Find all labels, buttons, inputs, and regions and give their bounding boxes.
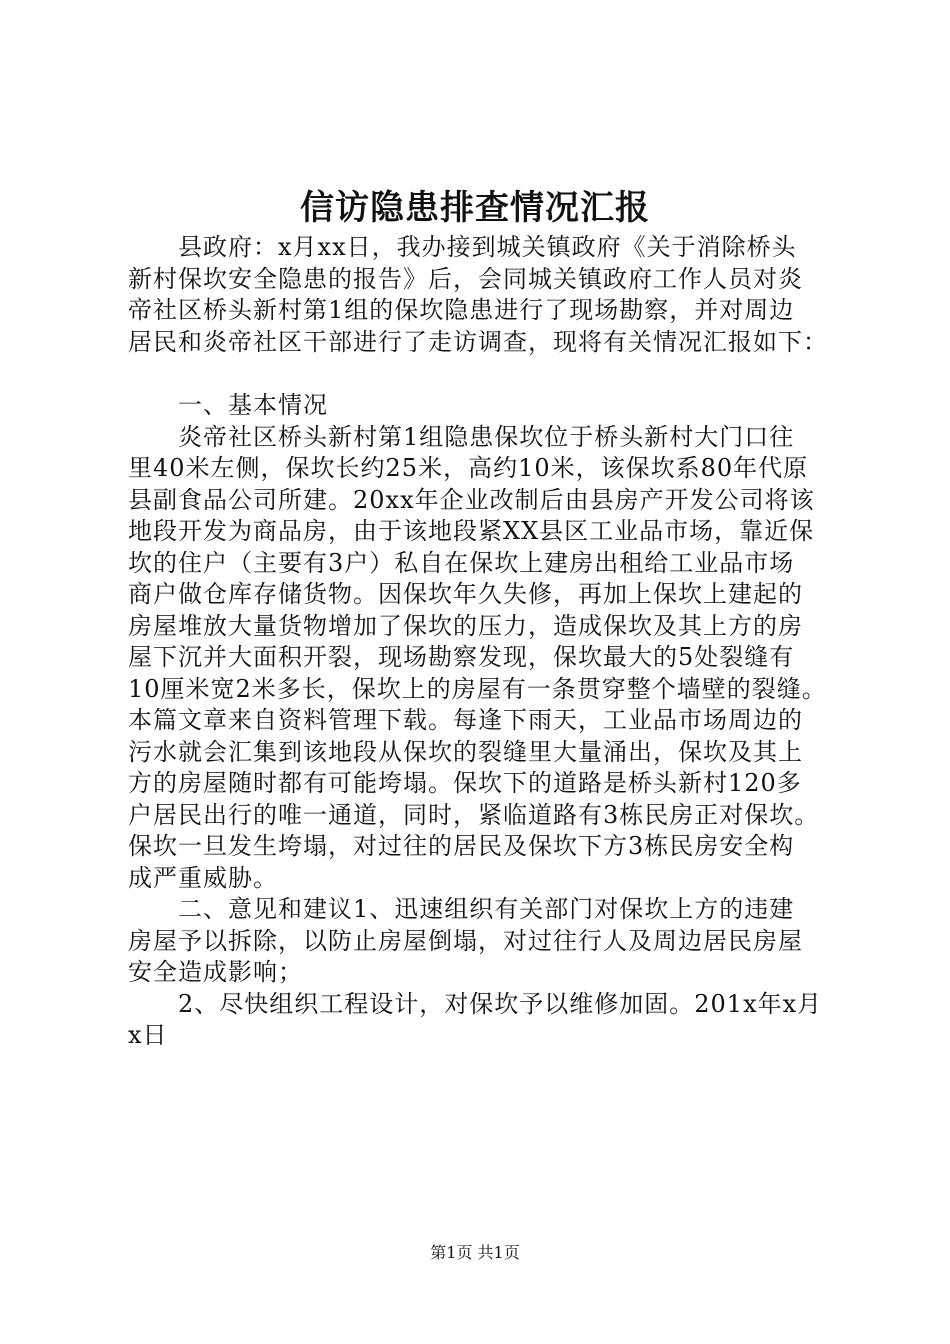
text-line: 户居民出行的唯一通道，同时，紧临道路有3栋民房正对保坎。 bbox=[128, 800, 820, 829]
text-line: 二、意见和建议1、迅速组织有关部门对保坎上方的违建 bbox=[128, 895, 795, 923]
paragraph-gap bbox=[128, 358, 828, 390]
text-line: 10厘米宽2米多长，保坎上的房屋有一条贯穿整个墙壁的裂缝。 bbox=[128, 674, 827, 703]
text-line: 商户做仓库存储货物。因保坎年久失修，再加上保坎上建起的 bbox=[128, 580, 803, 608]
text-line: 一、基本情况 bbox=[128, 391, 328, 419]
text-line: 保坎一旦发生垮塌，对过往的居民及保坎下方3栋民房安全构 bbox=[128, 832, 795, 860]
text-line: 炎帝社区桥头新村第1组隐患保坎位于桥头新村大门口往 bbox=[128, 422, 795, 451]
text-line: 新村保坎安全隐患的报告》后，会同城关镇政府工作人员对炎 bbox=[128, 264, 803, 293]
page-footer: 第1页 共1页 bbox=[430, 1243, 520, 1262]
text-line: 县副食品公司所建。20xx年企业改制后由县房产开发公司将该 bbox=[128, 485, 815, 514]
text-line: 居民和炎帝社区干部进行了走访调查，现将有关情况汇报如下： bbox=[128, 327, 828, 356]
text-line: 房屋予以拆除，以防止房屋倒塌，对过往行人及周边居民房屋 bbox=[128, 926, 803, 955]
text-line: x日 bbox=[128, 1021, 168, 1049]
text-line: 帝社区桥头新村第1组的保坎隐患进行了现场勘察，并对周边 bbox=[128, 296, 795, 324]
text-line: 地段开发为商品房，由于该地段紧XX县区工业品市场，靠近保 bbox=[128, 517, 815, 545]
document-title: 信访隐患排查情况汇报 bbox=[300, 188, 650, 228]
text-line: 方的房屋随时都有可能垮塌。保坎下的道路是桥头新村120多 bbox=[128, 769, 802, 797]
text-line: 2、尽快组织工程设计，对保坎予以维修加固。201x年x月 bbox=[128, 989, 823, 1018]
document-body bbox=[128, 232, 828, 1052]
text-line: 坎的住户（主要有3户）私自在保坎上建房出租给工业品市场 bbox=[128, 548, 795, 577]
text-line: 房屋堆放大量货物增加了保坎的压力，造成保坎及其上方的房 bbox=[128, 611, 803, 640]
text-line: 县政府：x月xx日，我办接到城关镇政府《关于消除桥头 bbox=[128, 233, 797, 261]
text-line: 屋下沉并大面积开裂，现场勘察发现，保坎最大的5处裂缝有 bbox=[128, 643, 795, 671]
text-line: 污水就会汇集到该地段从保坎的裂缝里大量涌出，保坎及其上 bbox=[128, 737, 803, 766]
text-line: 里40米左侧，保坎长约25米，高约10米，该保坎系80年代原 bbox=[128, 454, 809, 482]
text-line: 本篇文章来自资料管理下载。每逢下雨天，工业品市场周边的 bbox=[128, 706, 803, 734]
text-line: 安全造成影响； bbox=[128, 958, 303, 986]
text-line: 成严重威胁。 bbox=[128, 863, 278, 892]
